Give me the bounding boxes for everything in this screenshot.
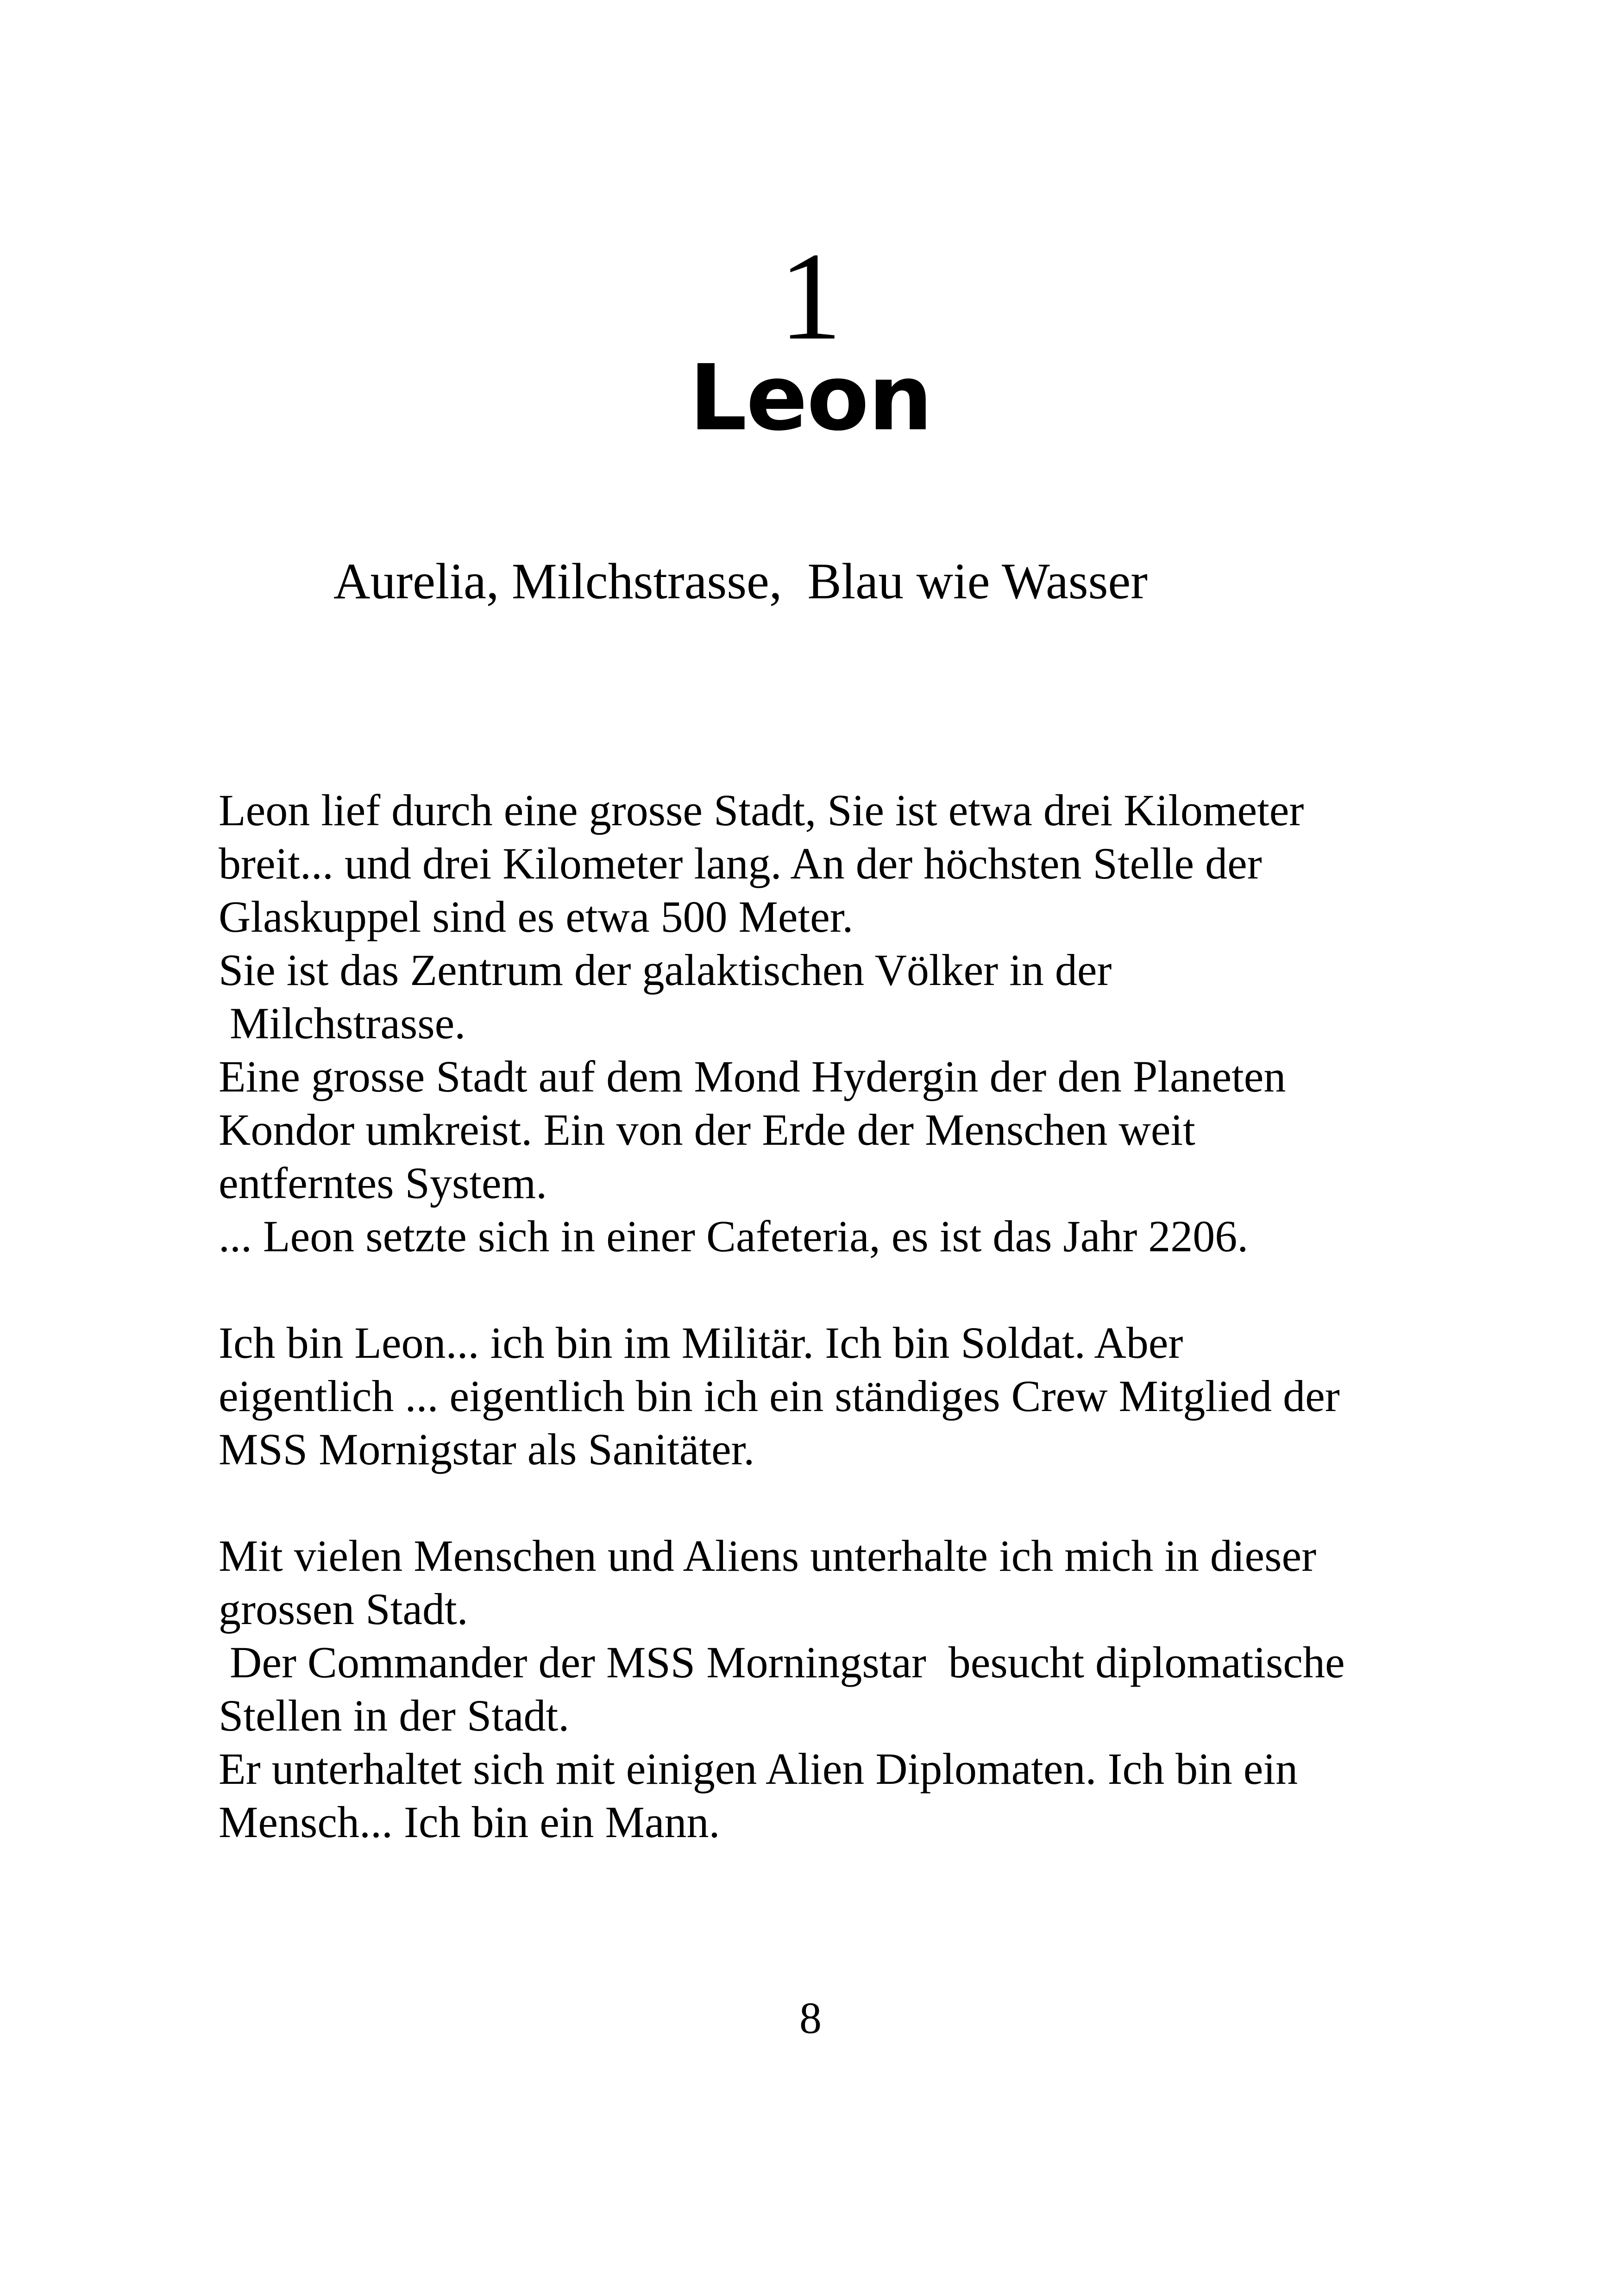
body-text — [219, 784, 1469, 1849]
blank-line — [219, 1476, 1469, 1529]
page-number: 8 — [799, 1993, 822, 2043]
body-line: Der Commander der MSS Morningstar besucht diplomatische — [219, 1637, 1345, 1687]
chapter-subtitle: Aurelia, Milchstrasse, Blau wie Wasser — [333, 553, 1148, 609]
body-line: MSS Mornigstar als Sanitäter. — [219, 1424, 755, 1474]
body-line: Stellen in der Stadt. — [219, 1691, 570, 1740]
body-line: Leon lief durch eine grosse Stadt, Sie ist etwa drei Kilometer — [219, 785, 1304, 835]
blank-line — [219, 1263, 1469, 1316]
body-line: grossen Stadt. — [219, 1584, 468, 1634]
body-line: Er unterhaltet sich mit einigen Alien Diplomaten. Ich bin ein — [219, 1744, 1298, 1794]
body-line: Mit vielen Menschen und Aliens unterhalte ich mich in dieser — [219, 1531, 1317, 1581]
body-line: Kondor umkreist. Ein von der Erde der Menschen weit — [219, 1105, 1195, 1154]
body-line: ... Leon setzte sich in einer Cafeteria, es ist das Jahr 2206. — [219, 1211, 1249, 1261]
body-line: Ich bin Leon... ich bin im Militär. Ich bin Soldat. Aber — [219, 1318, 1183, 1368]
chapter-title: Leon — [689, 345, 932, 451]
body-line: Glaskuppel sind es etwa 500 Meter. — [219, 892, 854, 941]
body-line: breit... und drei Kilometer lang. An der höchsten Stelle der — [219, 839, 1262, 888]
body-line: eigentlich ... eigentlich bin ich ein ständiges Crew Mitglied der — [219, 1371, 1340, 1421]
body-line: Milchstrasse. — [219, 998, 466, 1048]
body-line: Eine grosse Stadt auf dem Mond Hydergin der den Planeten — [219, 1052, 1286, 1101]
body-line: Sie ist das Zentrum der galaktischen Völker in der — [219, 945, 1112, 995]
body-line: entferntes System. — [219, 1158, 547, 1208]
body-line: Mensch... Ich bin ein Mann. — [219, 1797, 720, 1847]
chapter-number: 1 — [779, 226, 842, 366]
